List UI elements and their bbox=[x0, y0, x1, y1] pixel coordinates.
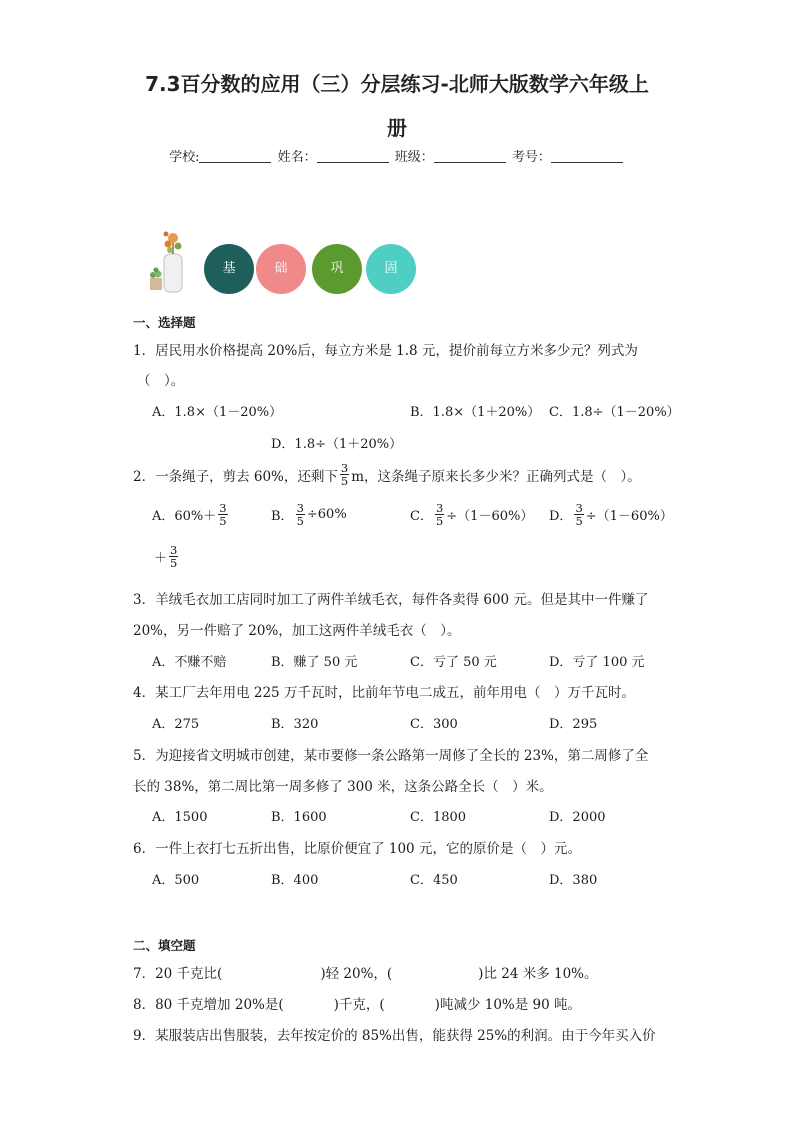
q2-option-d[interactable]: D． $\frac{3}{5}$ ÷（1－60%） bbox=[549, 501, 673, 528]
q8-stem: 8．80 千克增加 20%是( )千克，( )吨减少 10%是 90 吨。 bbox=[133, 997, 581, 1013]
q6-option-d[interactable]: D．380 bbox=[549, 873, 598, 888]
q4-option-b[interactable]: B．320 bbox=[271, 717, 319, 732]
q3-option-d[interactable]: D．亏了 100 元 bbox=[549, 655, 645, 670]
q1-stem-cont: （ ）。 bbox=[137, 373, 185, 389]
section-heading-choice: 一、选择题 bbox=[133, 315, 196, 330]
q2-fraction: $\frac{3}{5}$ bbox=[340, 461, 349, 488]
class-label: 班级： bbox=[394, 150, 434, 165]
q4-option-a[interactable]: A．275 bbox=[152, 717, 200, 732]
badge-chu: 础 bbox=[256, 244, 306, 294]
q1-option-c[interactable]: C．1.8÷（1－20%） bbox=[549, 405, 680, 420]
section-heading-fill: 二、填空题 bbox=[133, 938, 196, 953]
name-label: 姓名： bbox=[277, 150, 317, 165]
q5-option-a[interactable]: A．1500 bbox=[152, 810, 208, 825]
q1-option-b[interactable]: B．1.8×（1＋20%） bbox=[410, 405, 541, 420]
q3-option-c[interactable]: C．亏了 50 元 bbox=[410, 655, 497, 670]
q2-option-d-cont: ＋ $\frac{3}{5}$ bbox=[154, 543, 178, 570]
q4-option-d[interactable]: D．295 bbox=[549, 717, 598, 732]
q5-option-c[interactable]: C．1800 bbox=[410, 810, 467, 825]
q5-stem-cont: 长的 38%，第二周比第一周多修了 300 米，这条公路全长（ ）米。 bbox=[133, 779, 553, 795]
q2-option-a[interactable]: A．60%＋ $\frac{3}{5}$ bbox=[152, 501, 227, 528]
badge-gu: 固 bbox=[366, 244, 416, 294]
q1-option-d[interactable]: D．1.8÷（1＋20%） bbox=[271, 437, 403, 452]
q6-stem: 6．一件上衣打七五折出售，比原价便宜了 100 元，它的原价是（ ）元。 bbox=[133, 841, 581, 857]
q5-stem: 5．为迎接省文明城市创建，某市要修一条公路第一周修了全长的 23%，第二周修了全 bbox=[133, 748, 649, 764]
q6-option-c[interactable]: C．450 bbox=[410, 873, 458, 888]
q3-stem-cont: 20%，另一件赔了 20%，加工这两件羊绒毛衣（ ）。 bbox=[133, 623, 461, 639]
q5-option-b[interactable]: B．1600 bbox=[271, 810, 327, 825]
school-label: 学校: bbox=[169, 150, 200, 165]
q6-option-a[interactable]: A．500 bbox=[152, 873, 200, 888]
q5-option-d[interactable]: D．2000 bbox=[549, 810, 606, 825]
exam-number-label: 考号： bbox=[511, 150, 551, 165]
q6-option-b[interactable]: B．400 bbox=[271, 873, 319, 888]
exam-number-blank[interactable] bbox=[551, 150, 623, 163]
plant-vase-icon bbox=[146, 230, 192, 296]
school-blank[interactable] bbox=[199, 150, 271, 163]
q3-option-b[interactable]: B．赚了 50 元 bbox=[271, 655, 358, 670]
q1-option-a[interactable]: A．1.8×（1－20%） bbox=[152, 405, 283, 420]
q4-stem: 4．某工厂去年用电 225 万千瓦时，比前年节电二成五，前年用电（ ）万千瓦时。 bbox=[133, 685, 635, 701]
q3-option-a[interactable]: A．不赚不赔 bbox=[152, 655, 227, 670]
page-title: 7.3百分数的应用（三）分层练习-北师大版数学六年级上 bbox=[145, 72, 649, 96]
badge-ji: 基 bbox=[204, 244, 254, 294]
name-blank[interactable] bbox=[317, 150, 389, 163]
class-blank[interactable] bbox=[434, 150, 506, 163]
q4-option-c[interactable]: C．300 bbox=[410, 717, 458, 732]
q7-stem: 7．20 千克比( )轻 20%，( )比 24 米多 10%。 bbox=[133, 966, 598, 982]
q1-stem: 1．居民用水价格提高 20%后，每立方米是 1.8 元，提价前每立方米多少元？列式为 bbox=[133, 343, 638, 359]
q2-option-b[interactable]: B． $\frac{3}{5}$ ÷60% bbox=[271, 501, 347, 528]
q9-stem: 9．某服装店出售服装，去年按定价的 85%出售，能获得 25%的利润。由于今年买入价 bbox=[133, 1028, 656, 1044]
q3-stem: 3．羊绒毛衣加工店同时加工了两件羊绒毛衣，每件各卖得 600 元。但是其中一件赚了 bbox=[133, 592, 649, 608]
student-info-line bbox=[0, 146, 794, 165]
badge-gong: 巩 bbox=[312, 244, 362, 294]
page-title-continued: 册 bbox=[387, 116, 407, 140]
q2-stem: 2．一条绳子，剪去 60%，还剩下 $\frac{3}{5}$ m，这条绳子原来长多少米？正确列式是（ ）。 bbox=[133, 461, 641, 488]
q2-option-c[interactable]: C． $\frac{3}{5}$ ÷（1－60%） bbox=[410, 501, 534, 528]
